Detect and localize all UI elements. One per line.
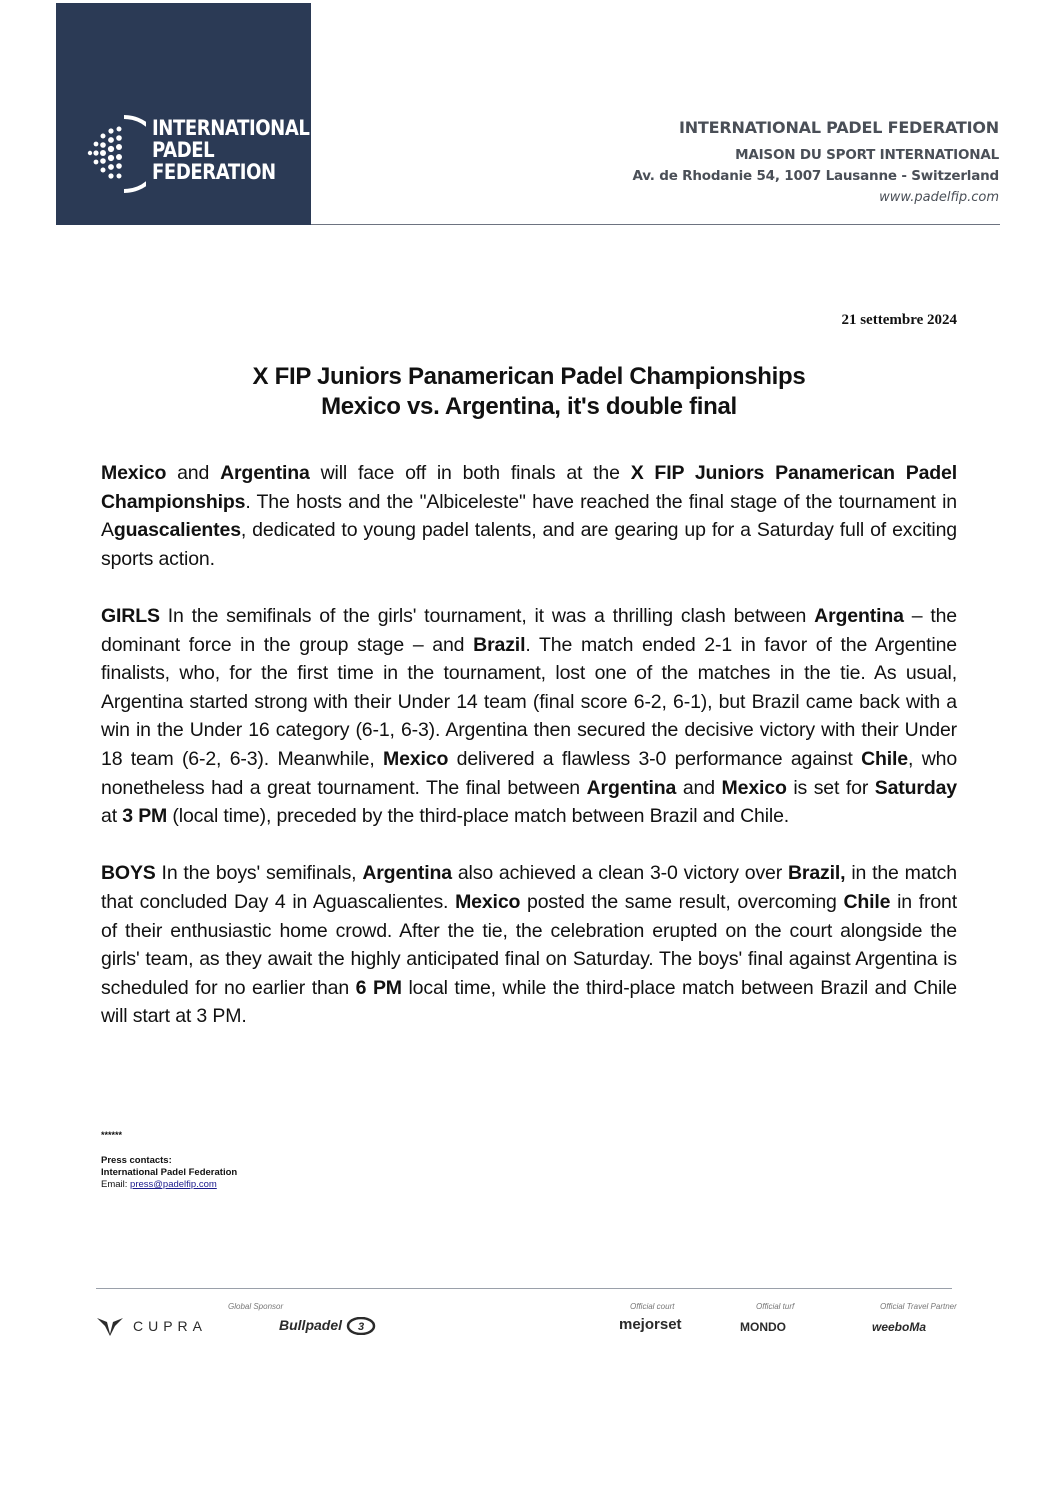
text-run: . The hosts and the "Albiceleste" have reached the final stage of the tournament in A [101, 490, 957, 542]
caption-global-sponsor: Global Sponsor [228, 1302, 284, 1311]
text-run: , who nonetheless had a great tournament. The final between [101, 747, 958, 799]
bold-run: X FIP Juniors Panamerican Padel Championships [101, 462, 957, 513]
text-run: will face off in both finals at the [309, 462, 631, 484]
article-body [101, 459, 957, 1059]
bold-run: 6 PM [355, 976, 402, 999]
separator-stars: ****** [101, 1130, 123, 1140]
caption-official-court: Official court [630, 1302, 675, 1311]
text-run: delivered a flawless 3-0 performance against [448, 747, 862, 770]
header-divider [311, 224, 1000, 225]
website-link[interactable]: www.padelfip.com [879, 190, 999, 205]
text-run: at [101, 805, 123, 828]
bold-run: Chile [861, 747, 909, 770]
cupra-logo-icon [97, 1318, 123, 1336]
sponsor-cupra: CUPRA [133, 1318, 208, 1334]
text-run: in front of their enthusiastic home crowd. After the tie, the celebration erupted on the court alongside the girls' team, as they await the highly anticipated final on Saturday. The boys' final against Argentina is scheduled for no earlier than [101, 890, 958, 999]
email-label: Email: [101, 1179, 131, 1190]
text-run: also achieved a clean 3-0 victory over [451, 862, 788, 885]
caption-official-turf: Official turf [756, 1302, 795, 1311]
sponsor-weeboma: weeboMa [872, 1320, 927, 1334]
text-run: In the boys' semifinals, [155, 862, 363, 885]
bullpadel-badge-icon [346, 1317, 376, 1335]
bold-run: Argentina [586, 776, 677, 799]
bold-run: Mexico [455, 890, 521, 913]
bold-run: Mexico [101, 462, 167, 484]
text-run: in the match that concluded Day 4 in Aguascalientes. [101, 862, 957, 913]
logo-line: FEDERATION [152, 160, 276, 184]
footer-divider [96, 1288, 952, 1289]
address-line: MAISON DU SPORT INTERNATIONAL [735, 147, 999, 163]
bold-run: Mexico [383, 747, 449, 770]
text-run: and [676, 776, 722, 799]
bold-run: 3 PM [122, 805, 168, 828]
text-run: , dedicated to young padel talents, and are gearing up for a Saturday full of exciting sports action. [101, 519, 957, 570]
text-run: is set for [786, 776, 875, 799]
logo-line: PADEL [152, 138, 215, 162]
bold-run: Mexico [721, 776, 787, 799]
sponsor-mejorset: mejorset [619, 1316, 682, 1333]
text-run: In the semifinals of the girls' tournament, it was a thrilling clash between [159, 604, 815, 627]
padel-ball-logo-icon [84, 111, 146, 197]
bold-run: Brazil [473, 633, 526, 656]
contacts-label: Press contacts: [101, 1155, 172, 1166]
svg-text:3: 3 [357, 1321, 364, 1334]
text-run: – the dominant force in the group stage – and [101, 604, 958, 656]
sponsor-bullpadel-text: Bullpadel [279, 1317, 343, 1333]
press-contacts [101, 1155, 237, 1191]
paragraph-girls [101, 602, 957, 831]
address-line: Av. de Rhodanie 54, 1007 Lausanne - Switzerland [632, 168, 999, 184]
bold-run: Saturday [874, 776, 957, 799]
title-line-1: X FIP Juniors Panamerican Padel Championships [252, 363, 806, 390]
org-name: INTERNATIONAL PADEL FEDERATION [678, 118, 999, 137]
bold-run: guascalientes [113, 519, 241, 542]
text-run: posted the same result, overcoming [520, 890, 844, 913]
logo-line: INTERNATIONAL [152, 116, 310, 140]
text-run: local time, while the third-place match between Brazil and Chile will start at 3 PM. [101, 976, 958, 1028]
bold-run: Argentina [814, 604, 904, 627]
bold-run: BOYS [101, 862, 156, 885]
email-link[interactable]: press@padelfip.com [130, 1179, 217, 1190]
bold-run: Chile [843, 890, 891, 913]
press-release-title [101, 362, 957, 422]
letterhead-address [633, 118, 999, 208]
text-run: and [166, 462, 221, 484]
bold-run: Argentina [362, 862, 452, 885]
text-run: . The match ended 2-1 in favor of the Argentine finalists, who, for the first time in the tournament, lost one of the matches in the tie. As usual, Argentina started strong with their Under 14 team (final score 6-2, 6-1), but Brazil came back with a win in the Under 16 category (6-1, 6-3). Argentina then secured the decisive victory with their Under 18 team (6-2, 6-3). Meanwhile, [101, 633, 958, 770]
press-release-date: 21 settembre 2024 [841, 312, 957, 328]
bold-run: GIRLS [101, 604, 160, 627]
title-line-2: Mexico vs. Argentina, it's double final [321, 393, 737, 420]
paragraph-intro [101, 459, 957, 573]
contacts-org: International Padel Federation [101, 1167, 238, 1178]
sponsor-mondo: MONDO [740, 1320, 786, 1334]
ipf-logo-block [56, 3, 311, 225]
sponsor-bullpadel [279, 1317, 376, 1335]
logo-wordmark [152, 117, 310, 183]
caption-travel-partner: Official Travel Partner [880, 1302, 957, 1311]
bold-run: Brazil, [787, 862, 846, 885]
paragraph-boys [101, 859, 957, 1031]
bold-run: Argentina [220, 462, 310, 484]
text-run: (local time), preceded by the third-place match between Brazil and Chile. [167, 805, 790, 828]
contacts-email-row [101, 1179, 237, 1191]
